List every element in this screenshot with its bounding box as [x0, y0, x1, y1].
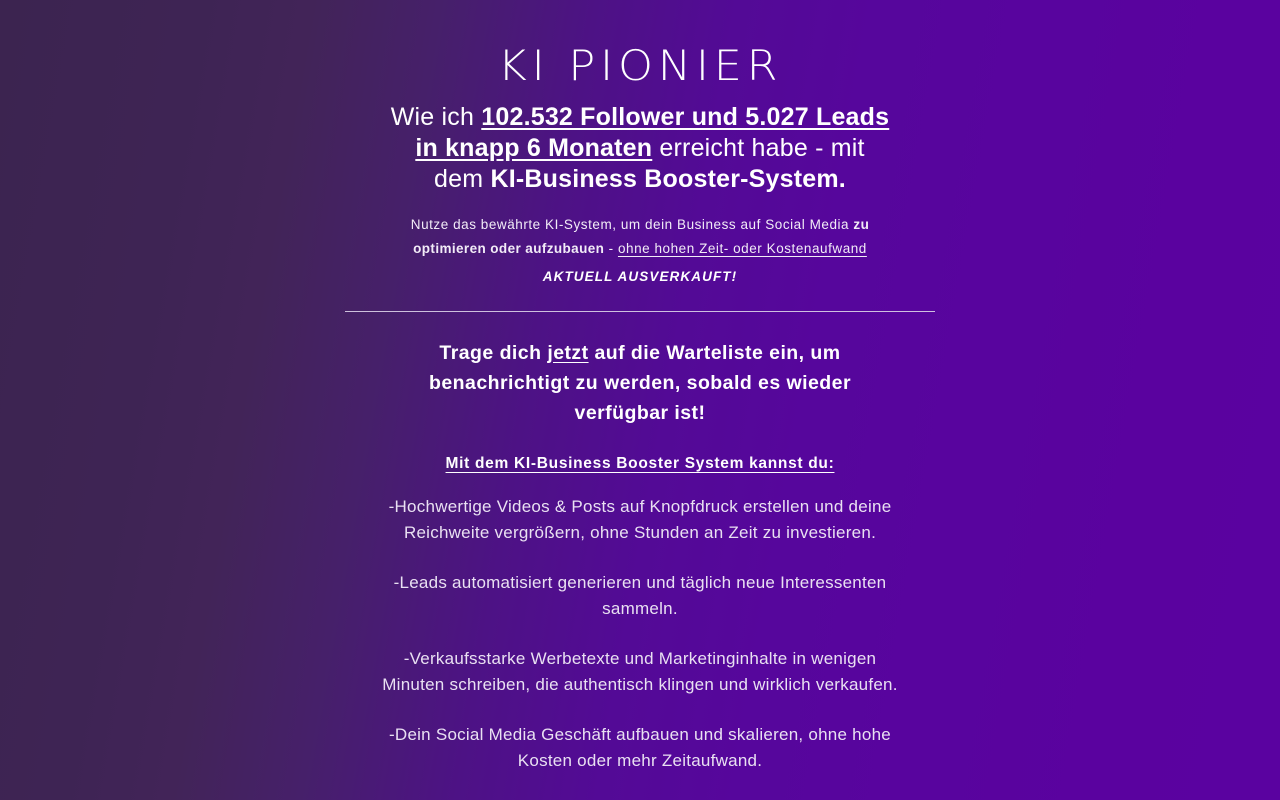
brand-logo: KI PIONIER [497, 41, 783, 90]
headline-strong: KI-Business Booster-System. [490, 165, 846, 193]
cta-underlined-jetzt: jetzt [547, 341, 589, 364]
sold-out-notice: AKTUELL AUSVERKAUFT! [542, 269, 738, 284]
cta-part-1: Trage dich [439, 341, 548, 364]
benefits-heading: Mit dem KI-Business Booster System kannst du: [445, 454, 835, 472]
subheadline-bold: zu optimieren oder aufzubauen [413, 217, 870, 256]
benefits-list [0, 494, 1280, 775]
list-item: -Hochwertige Videos & Posts auf Knopfdruck erstellen und deine Reichweite vergrößern, ohne Stunden an Zeit zu investieren. [388, 496, 892, 542]
subheadline-underlined: ohne hohen Zeit- oder Kostenaufwand [617, 240, 867, 256]
list-item: -Leads automatisiert generieren und täglich neue Interessenten sammeln. [393, 572, 887, 618]
waitlist-cta-text [400, 338, 880, 428]
list-item: -Verkaufsstarke Werbetexte und Marketinginhalte in wenigen Minuten schreiben, die authentisch klingen und wirklich verkaufen. [382, 648, 898, 694]
headline-middle: erreicht habe - mit dem [434, 134, 865, 193]
list-item: -Dein Social Media Geschäft aufbauen und skalieren, ohne hohe Kosten oder mehr Zeitaufwand. [389, 724, 891, 770]
headline-highlight: 102.532 Follower und 5.027 Leads in knapp 6 Monaten [415, 103, 890, 162]
subheadline-paragraph [385, 213, 895, 289]
subheadline-part-2: - [604, 240, 618, 256]
section-divider [345, 311, 935, 312]
subheadline-part-1: Nutze das bewährte KI-System, um dein Business auf Social Media [410, 217, 854, 232]
page-headline [390, 102, 890, 195]
headline-lead: Wie ich [390, 103, 482, 131]
cta-part-2: auf die Warteliste ein, um benachrichtigt zu werden, sobald es wieder verfügbar ist! [429, 341, 851, 424]
